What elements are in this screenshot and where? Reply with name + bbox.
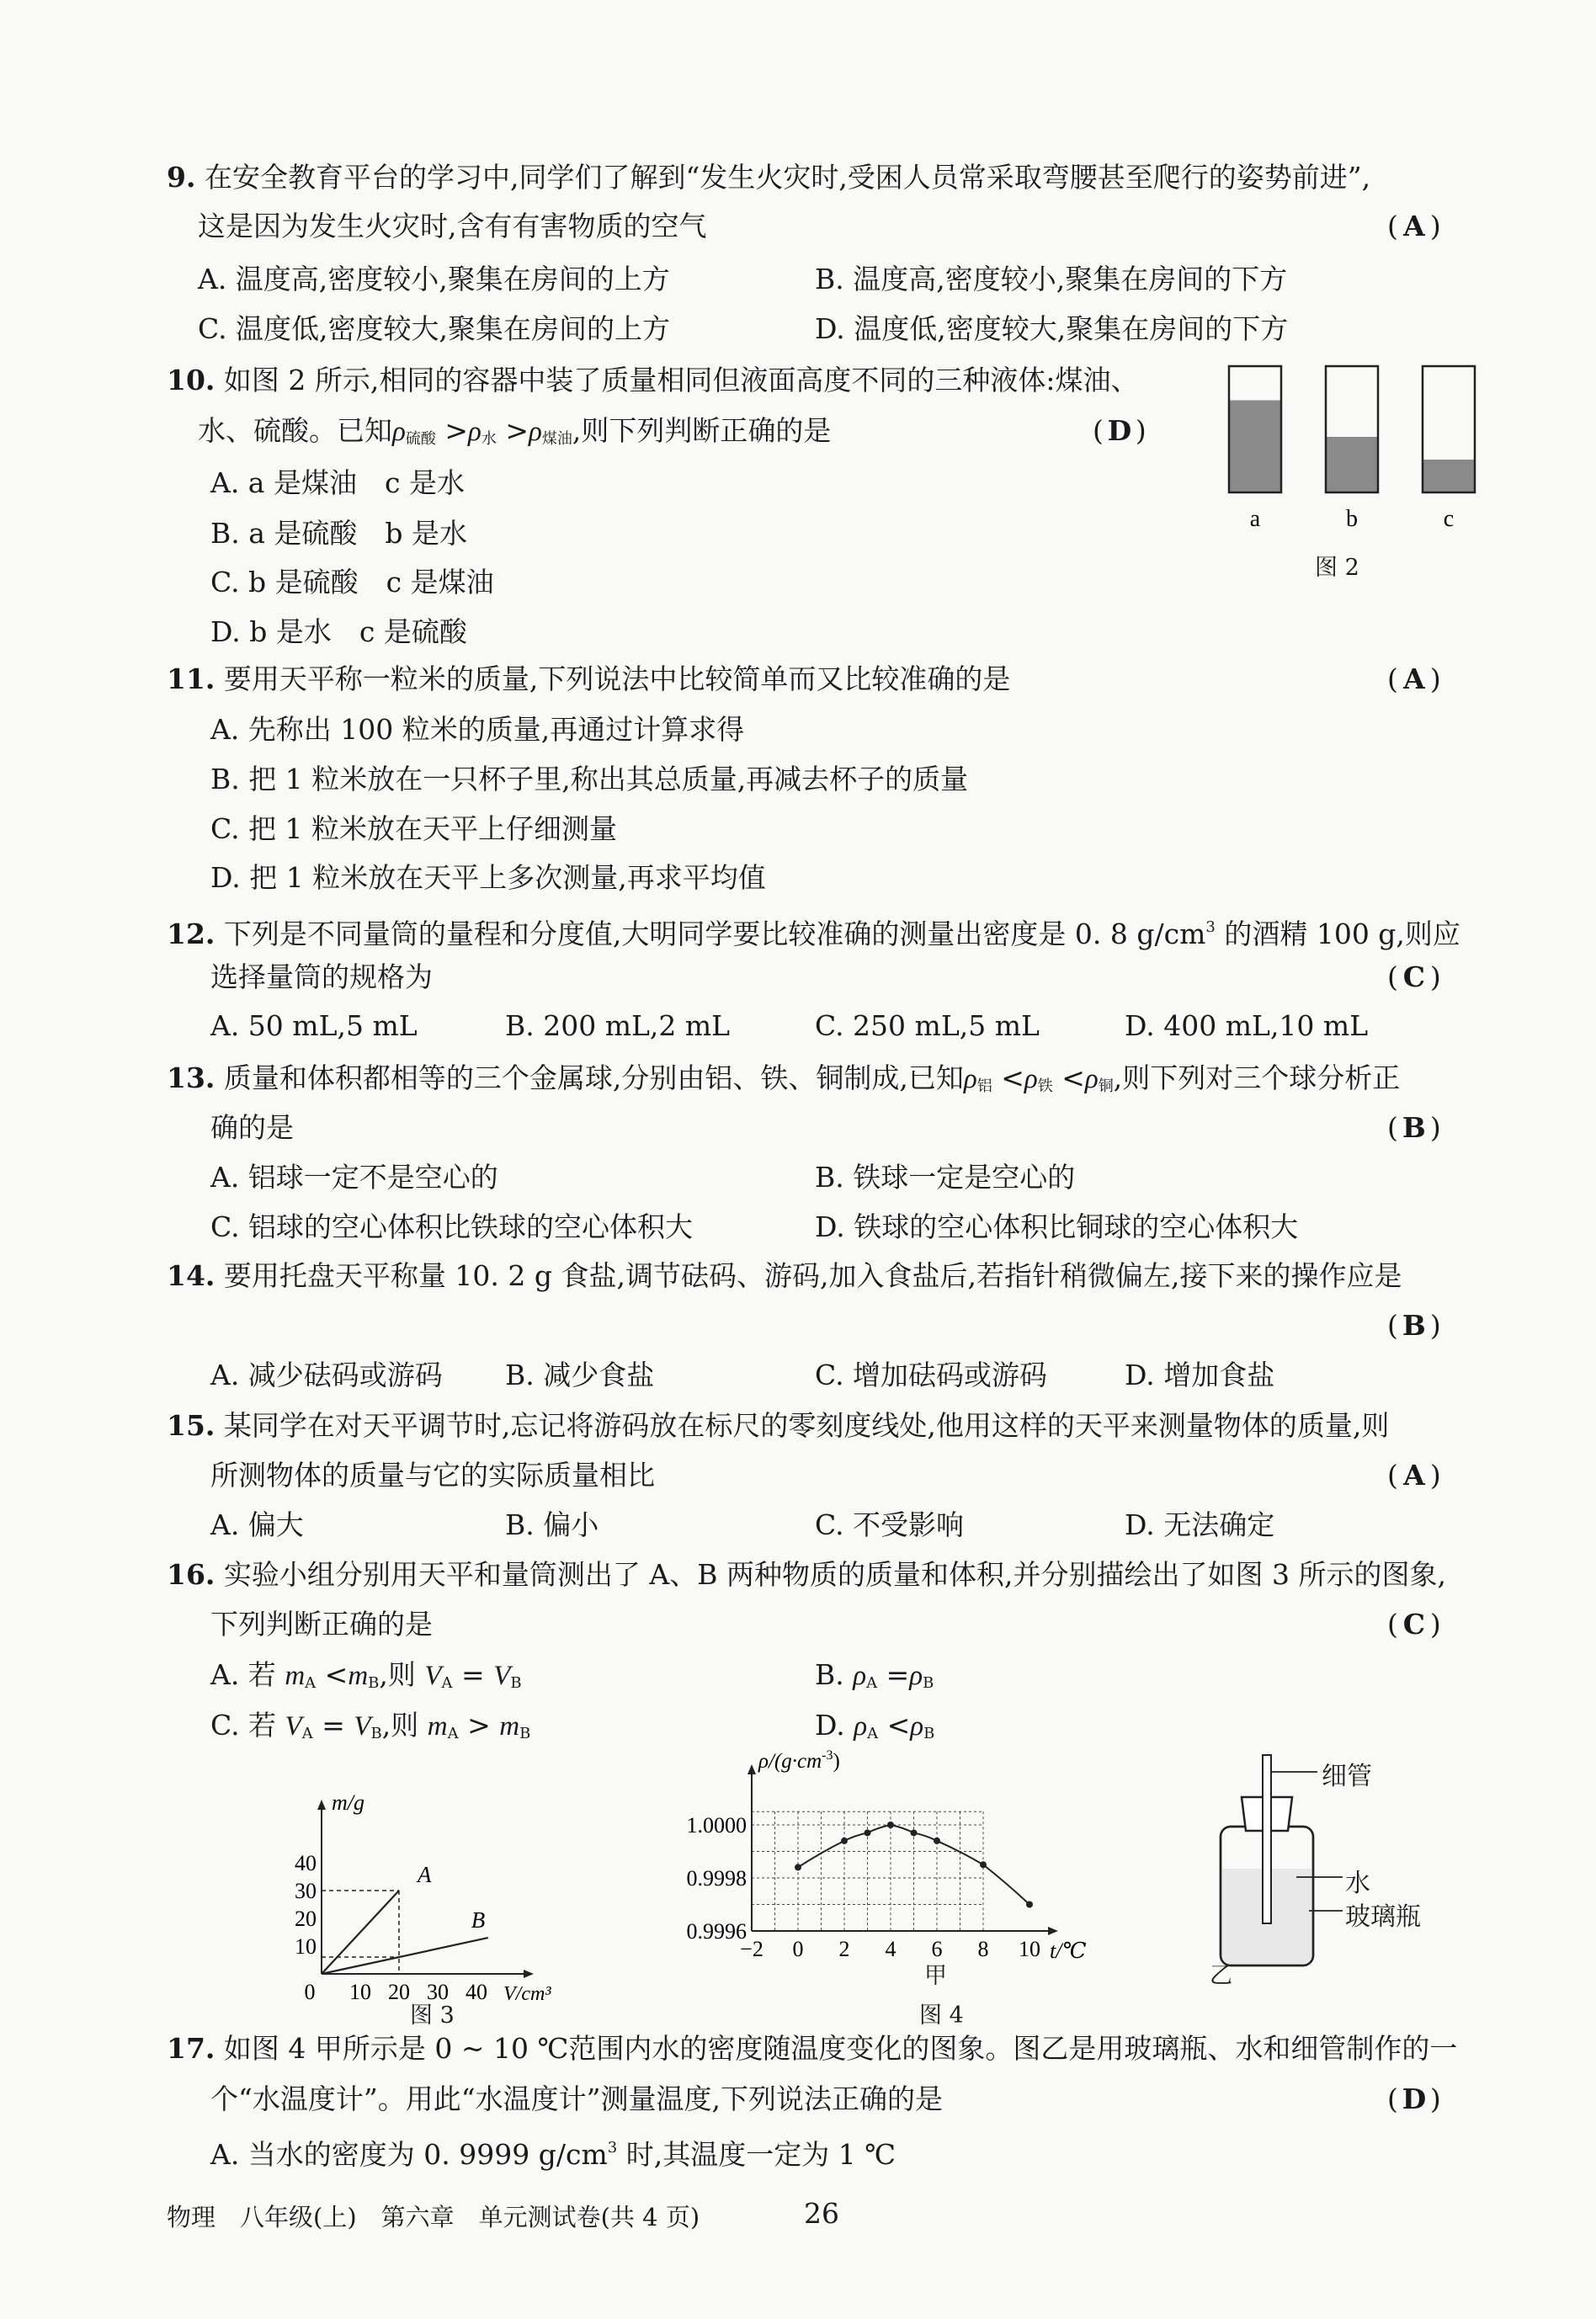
q16-option-d: D. $\rho_A <\rho_B$ — [815, 1709, 935, 1742]
q10-answer-letter: D — [1107, 414, 1132, 447]
y-tick-label: 1.0000 — [686, 1813, 747, 1838]
q11-answer-letter: A — [1403, 662, 1425, 695]
q15-line2: 所测物体的质量与它的实际质量相比 — [210, 1459, 655, 1492]
q12-option-b: B. 200 mL,2 mL — [505, 1009, 731, 1042]
q9-option-a: A. 温度高,密度较小,聚集在房间的上方 — [198, 263, 670, 295]
container-c-label: c — [1443, 506, 1455, 532]
bottle-label-glass: 玻璃瓶 — [1345, 1902, 1421, 1932]
q16-line2: 下列判断正确的是 — [210, 1608, 433, 1641]
x-axis-label: t/℃ — [1050, 1939, 1087, 1963]
x-tick-label: 2 — [838, 1937, 850, 1961]
page-number: 26 — [804, 2197, 839, 2230]
q10-answer: ( D ) — [1093, 412, 1146, 449]
series-a-label: A — [418, 1862, 432, 1887]
q14-answer-letter: B — [1402, 1309, 1426, 1342]
density-point — [911, 1829, 918, 1836]
q9-option-b: B. 温度高,密度较小,聚集在房间的下方 — [815, 263, 1288, 295]
q12-answer: ( C ) — [1387, 959, 1441, 996]
q13-answer-letter: B — [1402, 1111, 1426, 1144]
x-tick-label: −2 — [740, 1937, 763, 1961]
q15-text1: 某同学在对天平调节时,忘记将游码放在标尺的零刻度线处,他用这样的天平来测量物体的质量,则 — [223, 1409, 1390, 1442]
q10-number: 10. — [167, 364, 215, 396]
q14-option-c: C. 增加砝码或游码 — [815, 1359, 1048, 1391]
q17-answer-letter: D — [1402, 2082, 1427, 2115]
y-tick-label: 0.9996 — [686, 1919, 747, 1944]
y-tick-label: 10 — [295, 1934, 317, 1959]
q17-number: 17. — [167, 2032, 215, 2065]
q10-text1: 如图 2 所示,相同的容器中装了质量相同但液面高度不同的三种液体:煤油、 — [223, 364, 1139, 396]
q12-option-a: A. 50 mL,5 mL — [210, 1009, 418, 1042]
q10-line1 — [167, 362, 1139, 399]
figure-2-caption: 图 2 — [1315, 555, 1359, 581]
q11-line1 — [167, 661, 1010, 698]
figure-4-yi-label: 乙 — [1210, 1963, 1232, 1989]
q13-answer: ( B ) — [1387, 1109, 1441, 1146]
q9-number: 9. — [167, 161, 196, 194]
q16-answer: ( C ) — [1387, 1606, 1441, 1643]
figure-4-caption: 图 4 — [919, 2003, 964, 2029]
q14-option-a: A. 减少砝码或游码 — [210, 1359, 443, 1391]
q17-line2: 个“水温度计”。用此“水温度计”测量温度,下列说法正确的是 — [210, 2082, 943, 2115]
bottle-label-water: 水 — [1345, 1869, 1370, 1898]
y-axis-arrow — [317, 1800, 326, 1810]
q12-option-d: D. 400 mL,10 mL — [1125, 1009, 1369, 1042]
q16-number: 16. — [167, 1558, 215, 1591]
q15-number: 15. — [167, 1409, 215, 1442]
q13-option-a: A. 铝球一定不是空心的 — [210, 1161, 498, 1194]
x-tick-label: 6 — [931, 1937, 943, 1961]
x-axis-label: V/cm³ — [503, 1983, 551, 2005]
y-tick-label: 20 — [295, 1907, 317, 1931]
q16-text1: 实验小组分别用天平和量筒测出了 A、B 两种物质的质量和体积,并分别描绘出了如图 3 所示的图象, — [223, 1558, 1446, 1591]
y-axis-label: m/g — [332, 1790, 364, 1815]
x-tick-label: 10 — [1019, 1937, 1040, 1961]
footer-course-info: 物理 八年级(上) 第六章 单元测试卷(共 4 页) — [167, 2203, 700, 2231]
q11-number: 11. — [167, 662, 215, 695]
q14-option-b: B. 减少食盐 — [505, 1359, 655, 1391]
q11-option-b: B. 把 1 粒米放在一只杯子里,称出其总质量,再减去杯子的质量 — [210, 763, 969, 795]
density-point — [864, 1829, 871, 1836]
q11-text1: 要用天平称一粒米的质量,下列说法中比较简单而又比较准确的是 — [223, 662, 1011, 695]
density-point — [887, 1822, 894, 1828]
q10-option-b: B. a 是硫酸 b 是水 — [210, 517, 468, 550]
q12-option-c: C. 250 mL,5 mL — [815, 1009, 1040, 1042]
q11-option-d: D. 把 1 粒米放在天平上多次测量,再求平均值 — [210, 861, 766, 894]
density-point — [934, 1838, 940, 1844]
series-a-line — [322, 1891, 399, 1974]
y-axis-label: $\rho/(g\cdot cm^{-3})$ — [758, 1748, 840, 1773]
q14-line1 — [167, 1258, 1402, 1295]
q10-option-c: C. b 是硫酸 c 是煤油 — [210, 566, 494, 598]
q12-number: 12. — [167, 917, 215, 950]
container-b-label: b — [1346, 506, 1358, 532]
container-a-liquid — [1229, 401, 1281, 493]
density-point — [795, 1864, 801, 1870]
q10-option-a: A. a 是煤油 c 是水 — [210, 466, 465, 499]
y-tick-label: 30 — [295, 1879, 317, 1903]
q9-answer-letter: A — [1403, 210, 1425, 242]
q16-option-b: B. $\rho_A =\rho_B$ — [815, 1658, 934, 1692]
x-axis-arrow — [1048, 1927, 1058, 1935]
x-tick-label: 0 — [792, 1937, 804, 1961]
q10-option-d: D. b 是水 c 是硫酸 — [210, 615, 467, 648]
density-point — [841, 1838, 848, 1844]
q15-answer-letter: A — [1403, 1459, 1425, 1492]
x-tick-label: 0 — [304, 1980, 316, 2004]
q13-line2: 确的是 — [210, 1111, 294, 1144]
y-tick-label: 0.9998 — [686, 1866, 747, 1891]
q14-text1: 要用托盘天平称量 10. 2 g 食盐,调节砝码、游码,加入食盐后,若指针稍微偏左,接下来的操作应是 — [223, 1259, 1402, 1292]
y-tick-label: 40 — [295, 1851, 317, 1875]
q15-option-c: C. 不受影响 — [815, 1508, 965, 1541]
q17-answer: ( D ) — [1387, 2081, 1441, 2118]
q12-answer-letter: C — [1402, 960, 1425, 993]
q14-answer: ( B ) — [1387, 1307, 1441, 1344]
q11-answer: ( A ) — [1387, 661, 1441, 698]
series-b-label: B — [471, 1907, 486, 1933]
q15-line1 — [167, 1407, 1389, 1444]
container-c-liquid — [1423, 460, 1475, 492]
x-tick-label: 30 — [427, 1980, 449, 2004]
q16-option-a: A. 若 $m_A <m_B$,则 $V_A = V_B$ — [210, 1658, 522, 1692]
q16-option-c: C. 若 $V_A = V_B$,则 $m_A > m_B$ — [210, 1709, 531, 1742]
x-tick-label: 20 — [388, 1980, 410, 2004]
density-point — [1026, 1901, 1033, 1908]
q13-option-d: D. 铁球的空心体积比铜球的空心体积大 — [815, 1210, 1299, 1243]
q13-option-c: C. 铝球的空心体积比铁球的空心体积大 — [210, 1210, 694, 1243]
q17-text1: 如图 4 甲所示是 0 ~ 10 ℃范围内水的密度随温度变化的图象。图乙是用玻璃瓶、水和细管制作的一 — [223, 2032, 1458, 2065]
q10-line2: 水、硫酸。已知$\rho_{硫酸} >\rho_水 >\rho_{煤油}$,则下列判断正确的是 — [198, 414, 832, 448]
q13-number: 13. — [167, 1061, 215, 1094]
q15-option-d: D. 无法确定 — [1125, 1508, 1275, 1541]
thin-tube — [1263, 1755, 1271, 1923]
figure-3-caption: 图 3 — [410, 2003, 455, 2029]
x-tick-label: 8 — [977, 1937, 989, 1961]
container-a-label: a — [1249, 506, 1261, 532]
x-tick-label: 10 — [349, 1980, 371, 2004]
q9-line2: 这是因为发生火灾时,含有有害物质的空气 — [198, 210, 707, 242]
q13-option-b: B. 铁球一定是空心的 — [815, 1161, 1076, 1194]
q13-line1: 13. 质量和体积都相等的三个金属球,分别由铝、铁、铜制成,已知$\rho_铝 <\rho_铁 <\rho_铜$,则下列对三个球分析正 — [167, 1061, 1401, 1095]
q16-answer-letter: C — [1402, 1608, 1425, 1641]
x-tick-label: 4 — [885, 1937, 896, 1961]
bottle-label-tube: 细管 — [1322, 1762, 1372, 1791]
figure-4-jia-label: 甲 — [924, 1963, 947, 1989]
q11-option-a: A. 先称出 100 粒米的质量,再通过计算求得 — [210, 713, 745, 746]
q9-option-d: D. 温度低,密度较大,聚集在房间的下方 — [815, 312, 1289, 345]
q15-option-b: B. 偏小 — [505, 1508, 599, 1541]
x-axis-arrow — [524, 1970, 534, 1978]
series-b-line — [322, 1938, 488, 1974]
q17-line1 — [167, 2030, 1457, 2067]
q9-answer: ( A ) — [1387, 208, 1441, 245]
density-point — [980, 1861, 987, 1868]
q15-answer: ( A ) — [1387, 1457, 1441, 1494]
q9-line1 — [167, 159, 1370, 196]
container-b-liquid — [1326, 437, 1378, 492]
y-axis-arrow — [747, 1764, 756, 1774]
q17-option-a: A. 当水的密度为 0. 9999 $g/cm^3$ 时,其温度一定为 1 ℃ — [210, 2138, 896, 2171]
q14-number: 14. — [167, 1259, 215, 1292]
x-tick-label: 40 — [466, 1980, 487, 2004]
q9-option-c: C. 温度低,密度较大,聚集在房间的上方 — [198, 312, 671, 345]
q12-line2: 选择量筒的规格为 — [210, 960, 433, 993]
q15-option-a: A. 偏大 — [210, 1508, 304, 1541]
q9-text1: 在安全教育平台的学习中,同学们了解到“发生火灾时,受困人员常采取弯腰甚至爬行的姿势前进”, — [204, 161, 1371, 194]
q14-option-d: D. 增加食盐 — [1125, 1359, 1275, 1391]
figure-3-chart — [278, 1784, 598, 2003]
q16-line1 — [167, 1556, 1446, 1593]
q11-option-c: C. 把 1 粒米放在天平上仔细测量 — [210, 812, 618, 845]
q12-line1: 12. 下列是不同量筒的量程和分度值,大明同学要比较准确的测量出密度是 0. 8 $g/cm^3$ 的酒精 100 g,则应 — [167, 917, 1460, 950]
